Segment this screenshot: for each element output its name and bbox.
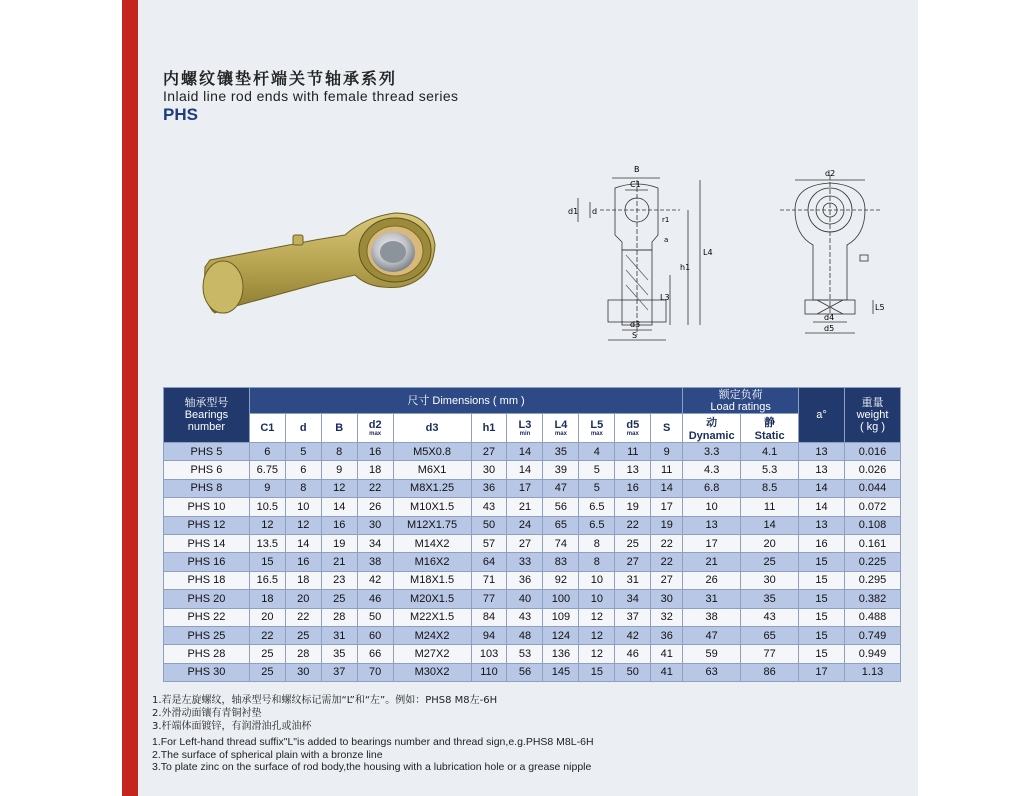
table-cell: 21	[507, 498, 543, 516]
col-angle: a°	[799, 388, 845, 443]
table-row	[164, 461, 901, 479]
table-cell: 14	[799, 479, 845, 497]
table-cell: 6.8	[683, 479, 741, 497]
table-cell: 38	[683, 608, 741, 626]
col-load-group: 额定负荷 Load ratings	[683, 388, 799, 414]
table-cell: 26	[683, 571, 741, 589]
table-cell: 20	[285, 590, 321, 608]
table-cell: 18	[285, 571, 321, 589]
table-cell: 13	[799, 443, 845, 461]
table-cell: 18	[357, 461, 393, 479]
table-cell: 12	[579, 608, 615, 626]
table-cell: 28	[321, 608, 357, 626]
table-cell: 42	[615, 626, 651, 644]
table-cell: 5	[579, 479, 615, 497]
table-cell: 50	[615, 663, 651, 681]
table-cell: 4.3	[683, 461, 741, 479]
note-cn-1: 1.若是左旋螺纹，轴承型号和螺纹标记需加“L”和“左”。例如：PHS8 M8左-6H	[152, 695, 498, 706]
spec-table	[163, 387, 901, 682]
table-cell: 13.5	[249, 534, 285, 552]
table-cell: M22X1.5	[393, 608, 471, 626]
table-cell: 0.016	[844, 443, 900, 461]
table-cell: PHS 12	[164, 516, 250, 534]
table-cell: 64	[471, 553, 507, 571]
table-header-row-1	[164, 388, 901, 414]
table-cell: 22	[651, 553, 683, 571]
table-cell: 0.295	[844, 571, 900, 589]
notes-chinese	[152, 694, 497, 733]
table-cell: 0.072	[844, 498, 900, 516]
table-cell: 48	[507, 626, 543, 644]
left-red-bar	[122, 0, 138, 796]
table-cell: 47	[543, 479, 579, 497]
table-cell: 65	[741, 626, 799, 644]
table-cell: 46	[357, 590, 393, 608]
table-cell: 12	[321, 479, 357, 497]
table-cell: 83	[543, 553, 579, 571]
table-cell: 42	[357, 571, 393, 589]
label-L4: L4	[703, 248, 713, 257]
table-cell: 0.949	[844, 645, 900, 663]
table-cell: 31	[683, 590, 741, 608]
label-d5: d5	[824, 324, 835, 333]
table-cell: 25	[249, 663, 285, 681]
table-cell: 50	[471, 516, 507, 534]
table-cell: 31	[615, 571, 651, 589]
table-cell: 145	[543, 663, 579, 681]
table-cell: 31	[321, 626, 357, 644]
label-B: B	[634, 165, 640, 174]
table-cell: 32	[651, 608, 683, 626]
table-cell: 59	[683, 645, 741, 663]
table-cell: 10	[579, 571, 615, 589]
label-d2: d2	[825, 169, 836, 178]
side-section-drawing	[560, 160, 720, 345]
table-cell: 17	[799, 663, 845, 681]
table-cell: 25	[249, 645, 285, 663]
table-cell: PHS 14	[164, 534, 250, 552]
table-cell: 27	[615, 553, 651, 571]
table-cell: 15	[799, 590, 845, 608]
table-cell: 0.044	[844, 479, 900, 497]
table-cell: M12X1.75	[393, 516, 471, 534]
table-cell: 8	[579, 553, 615, 571]
table-cell: 26	[357, 498, 393, 516]
table-cell: 38	[357, 553, 393, 571]
note-en-1: 1.For Left-hand thread suffix"L"is added to bearings number and thread sign,e.g.PHS8 M8L-6H	[152, 736, 594, 748]
table-cell: 70	[357, 663, 393, 681]
table-cell: 15	[799, 553, 845, 571]
table-cell: 77	[471, 590, 507, 608]
table-cell: M8X1.25	[393, 479, 471, 497]
table-cell: 14	[507, 461, 543, 479]
table-cell: 21	[321, 553, 357, 571]
table-cell: 30	[285, 663, 321, 681]
table-row	[164, 626, 901, 644]
table-cell: 9	[321, 461, 357, 479]
table-cell: 110	[471, 663, 507, 681]
col-L5: L5 max	[579, 414, 615, 443]
col-L3: L3 min	[507, 414, 543, 443]
col-S: S	[651, 414, 683, 443]
table-body	[164, 443, 901, 682]
table-cell: 0.488	[844, 608, 900, 626]
table-cell: 94	[471, 626, 507, 644]
table-cell: 13	[615, 461, 651, 479]
table-row	[164, 608, 901, 626]
table-row	[164, 498, 901, 516]
table-cell: 66	[357, 645, 393, 663]
table-cell: M10X1.5	[393, 498, 471, 516]
table-cell: 124	[543, 626, 579, 644]
table-cell: 15	[799, 626, 845, 644]
table-cell: M5X0.8	[393, 443, 471, 461]
table-cell: 17	[651, 498, 683, 516]
table-cell: 36	[651, 626, 683, 644]
table-cell: 30	[741, 571, 799, 589]
table-cell: 20	[249, 608, 285, 626]
note-cn-3: 3.杆端体面镀锌，有润滑油孔或油杯	[152, 721, 312, 732]
table-cell: 13	[799, 461, 845, 479]
col-L4: L4 max	[543, 414, 579, 443]
table-cell: 40	[507, 590, 543, 608]
table-cell: 71	[471, 571, 507, 589]
note-cn-2: 2.外滑动面镶有青铜衬垫	[152, 708, 262, 719]
table-cell: 8	[579, 534, 615, 552]
col-weight: 重量 weight ( kg )	[844, 388, 900, 443]
col-d2: d2 max	[357, 414, 393, 443]
table-cell: PHS 10	[164, 498, 250, 516]
table-cell: 18	[249, 590, 285, 608]
table-cell: 43	[507, 608, 543, 626]
table-cell: 19	[615, 498, 651, 516]
table-cell: 0.225	[844, 553, 900, 571]
table-cell: 50	[357, 608, 393, 626]
table-cell: PHS 16	[164, 553, 250, 571]
col-B: B	[321, 414, 357, 443]
front-view-drawing	[775, 165, 890, 340]
table-cell: 14	[321, 498, 357, 516]
table-cell: 4.1	[741, 443, 799, 461]
table-cell: 19	[651, 516, 683, 534]
label-L3: L3	[660, 293, 670, 302]
col-C1: C1	[249, 414, 285, 443]
table-cell: 27	[471, 443, 507, 461]
table-cell: 35	[543, 443, 579, 461]
table-header-row-2	[164, 414, 901, 443]
table-row	[164, 663, 901, 681]
table-cell: 56	[507, 663, 543, 681]
table-cell: 10.5	[249, 498, 285, 516]
table-cell: 12	[249, 516, 285, 534]
col-dynamic: 动 Dynamic	[683, 414, 741, 443]
table-cell: 65	[543, 516, 579, 534]
table-cell: 30	[651, 590, 683, 608]
table-row	[164, 553, 901, 571]
table-cell: 84	[471, 608, 507, 626]
table-cell: 12	[579, 645, 615, 663]
table-cell: 100	[543, 590, 579, 608]
table-cell: 9	[651, 443, 683, 461]
table-cell: 16	[357, 443, 393, 461]
table-cell: 8.5	[741, 479, 799, 497]
table-cell: 13	[683, 516, 741, 534]
table-cell: 37	[321, 663, 357, 681]
table-cell: 23	[321, 571, 357, 589]
table-cell: 22	[249, 626, 285, 644]
table-cell: 14	[651, 479, 683, 497]
table-cell: 34	[357, 534, 393, 552]
table-cell: 0.161	[844, 534, 900, 552]
table-cell: 0.026	[844, 461, 900, 479]
table-cell: PHS 8	[164, 479, 250, 497]
table-cell: 30	[357, 516, 393, 534]
table-cell: 10	[579, 590, 615, 608]
table-cell: 47	[683, 626, 741, 644]
table-cell: 8	[321, 443, 357, 461]
table-cell: 36	[507, 571, 543, 589]
table-row	[164, 479, 901, 497]
table-cell: 21	[683, 553, 741, 571]
table-cell: 6	[285, 461, 321, 479]
table-cell: 25	[321, 590, 357, 608]
table-cell: 16	[321, 516, 357, 534]
table-cell: 37	[615, 608, 651, 626]
label-a: a	[664, 236, 669, 244]
table-cell: 4	[579, 443, 615, 461]
label-d4: d4	[824, 313, 835, 322]
table-cell: 6.5	[579, 498, 615, 516]
table-cell: 28	[285, 645, 321, 663]
table-cell: 39	[543, 461, 579, 479]
table-cell: 16	[799, 534, 845, 552]
table-cell: 63	[683, 663, 741, 681]
label-h1: h1	[680, 263, 691, 272]
rod-end-photo	[195, 205, 440, 320]
table-cell: M14X2	[393, 534, 471, 552]
table-cell: PHS 30	[164, 663, 250, 681]
title-chinese: 内螺纹镶垫杆端关节轴承系列	[163, 69, 398, 88]
table-cell: 11	[741, 498, 799, 516]
table-cell: PHS 20	[164, 590, 250, 608]
title-english: Inlaid line rod ends with female thread series	[163, 88, 459, 104]
table-cell: M30X2	[393, 663, 471, 681]
table-cell: 34	[615, 590, 651, 608]
table-cell: 74	[543, 534, 579, 552]
table-cell: 0.749	[844, 626, 900, 644]
col-d3: d3	[393, 414, 471, 443]
table-cell: 27	[507, 534, 543, 552]
table-cell: 36	[471, 479, 507, 497]
table-cell: M24X2	[393, 626, 471, 644]
table-cell: 10	[285, 498, 321, 516]
table-cell: M16X2	[393, 553, 471, 571]
table-cell: 46	[615, 645, 651, 663]
note-en-2: 2.The surface of spherical plain with a bronze line	[152, 748, 383, 761]
table-cell: 103	[471, 645, 507, 663]
table-cell: 8	[285, 479, 321, 497]
col-d5: d5 max	[615, 414, 651, 443]
table-cell: 33	[507, 553, 543, 571]
table-cell: 86	[741, 663, 799, 681]
table-cell: 56	[543, 498, 579, 516]
table-cell: 109	[543, 608, 579, 626]
col-h1: h1	[471, 414, 507, 443]
table-cell: 19	[321, 534, 357, 552]
table-cell: 16	[615, 479, 651, 497]
table-cell: 15	[579, 663, 615, 681]
table-cell: 57	[471, 534, 507, 552]
table-cell: 15	[249, 553, 285, 571]
table-cell: 9	[249, 479, 285, 497]
table-cell: PHS 25	[164, 626, 250, 644]
table-cell: PHS 18	[164, 571, 250, 589]
table-cell: 25	[741, 553, 799, 571]
table-cell: 41	[651, 663, 683, 681]
table-cell: 3.3	[683, 443, 741, 461]
table-cell: 11	[651, 461, 683, 479]
table-cell: 16	[285, 553, 321, 571]
table-cell: M18X1.5	[393, 571, 471, 589]
table-cell: 5	[285, 443, 321, 461]
table-cell: 25	[285, 626, 321, 644]
table-cell: 12	[579, 626, 615, 644]
table-cell: 5	[579, 461, 615, 479]
label-C1: C1	[630, 180, 641, 189]
table-cell: 22	[651, 534, 683, 552]
table-cell: 13	[799, 516, 845, 534]
table-cell: M27X2	[393, 645, 471, 663]
table-cell: PHS 5	[164, 443, 250, 461]
label-L5: L5	[875, 303, 885, 312]
table-cell: 92	[543, 571, 579, 589]
table-cell: 27	[651, 571, 683, 589]
table-cell: 60	[357, 626, 393, 644]
table-cell: 15	[799, 608, 845, 626]
table-cell: 0.382	[844, 590, 900, 608]
table-cell: 10	[683, 498, 741, 516]
table-cell: 14	[285, 534, 321, 552]
table-row	[164, 590, 901, 608]
col-static: 静 Static	[741, 414, 799, 443]
table-cell: 77	[741, 645, 799, 663]
table-cell: 20	[741, 534, 799, 552]
table-cell: 41	[651, 645, 683, 663]
table-cell: 22	[615, 516, 651, 534]
table-cell: 1.13	[844, 663, 900, 681]
table-cell: PHS 28	[164, 645, 250, 663]
table-cell: 6	[249, 443, 285, 461]
table-cell: 22	[285, 608, 321, 626]
table-cell: 14	[799, 498, 845, 516]
table-cell: 14	[741, 516, 799, 534]
table-cell: 25	[615, 534, 651, 552]
col-d: d	[285, 414, 321, 443]
table-cell: 22	[357, 479, 393, 497]
table-cell: 17	[507, 479, 543, 497]
table-cell: 53	[507, 645, 543, 663]
table-cell: 17	[683, 534, 741, 552]
table-cell: 24	[507, 516, 543, 534]
table-cell: M20X1.5	[393, 590, 471, 608]
table-cell: 15	[799, 645, 845, 663]
label-d: d	[592, 207, 598, 216]
right-margin	[918, 0, 1034, 796]
label-d1: d1	[568, 207, 579, 216]
table-cell: 35	[321, 645, 357, 663]
table-cell: 136	[543, 645, 579, 663]
table-cell: 30	[471, 461, 507, 479]
table-cell: 6.5	[579, 516, 615, 534]
table-cell: 16.5	[249, 571, 285, 589]
table-cell: 14	[507, 443, 543, 461]
table-cell: PHS 22	[164, 608, 250, 626]
table-cell: 5.3	[741, 461, 799, 479]
table-row	[164, 571, 901, 589]
table-cell: 6.75	[249, 461, 285, 479]
table-row	[164, 534, 901, 552]
table-cell: M6X1	[393, 461, 471, 479]
table-cell: 43	[741, 608, 799, 626]
table-row	[164, 645, 901, 663]
table-cell: PHS 6	[164, 461, 250, 479]
label-d3: d3	[630, 320, 641, 329]
label-r1: r1	[662, 216, 670, 224]
table-cell: 43	[471, 498, 507, 516]
col-bearing-number: 轴承型号 Bearings number	[164, 388, 250, 443]
notes-english	[152, 736, 594, 774]
table-cell: 35	[741, 590, 799, 608]
table-cell: 12	[285, 516, 321, 534]
col-dimensions-group: 尺寸 Dimensions ( mm )	[249, 388, 682, 414]
label-S: S	[632, 331, 638, 340]
table-cell: 15	[799, 571, 845, 589]
table-cell: 0.108	[844, 516, 900, 534]
note-en-3: 3.To plate zinc on the surface of rod body,the housing with a lubrication hole or a grease nipple	[152, 761, 592, 773]
table-row	[164, 443, 901, 461]
series-code: PHS	[163, 105, 198, 124]
table-cell: 11	[615, 443, 651, 461]
table-row	[164, 516, 901, 534]
